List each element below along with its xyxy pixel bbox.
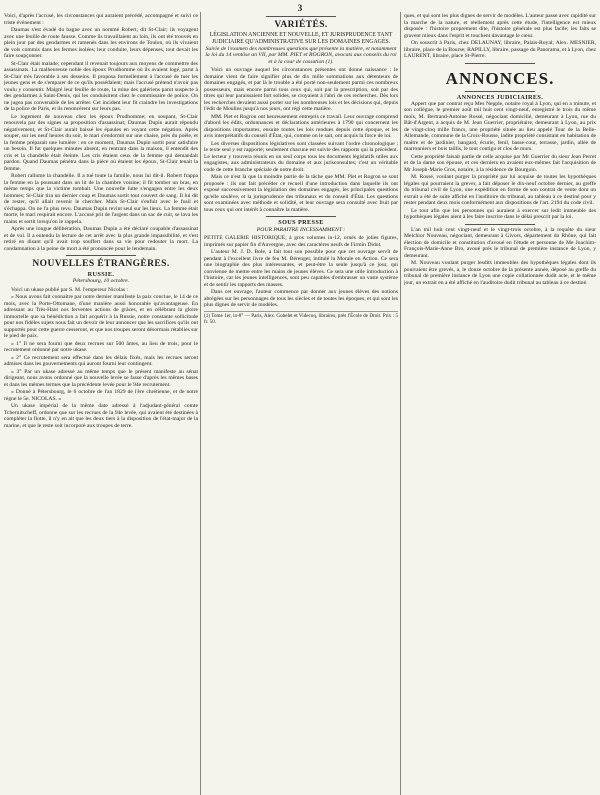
page-number: 3 — [297, 3, 303, 13]
paragraph: L'an mil huit cent vingt-neuf et le vingt-trois octobre, à la requête du sieur Melchior Nouveau, négociant, demeurant à Givors, département du Rhône, qui fait élection de domicile et constitution d'avoué en l'étude et personne de Me Joachim-François-Marie-Anne Bro, avoué près le tribunal de première instance de Lyon, y demeurant. — [404, 226, 596, 259]
nouvelles-place: RUSSIE. — [87, 271, 115, 278]
paragraph: Le tout afin que les personnes qui auraient à exercer sur ledit immeuble des hypothèques légales aient à les faire inscrire dans le délai prescrit par la loi. — [404, 207, 596, 221]
section-divider — [465, 91, 535, 92]
varietes-subtitle: Suivie de l'examen des nombreuses questions que présente la matière, et notamment la loi du 14 ventôse an VII, par MM. PIET et ROGRON, avocats aux conseils du roi et à la cour de cassation (1). — [205, 45, 397, 65]
section-divider — [266, 216, 336, 217]
column-1 — [4, 13, 198, 795]
paragraph: Après une longue délibération, Daumas Dupin a été déclaré coupable d'assassinat et de vol. Il a entendu la lecture de cet arrêt avec la plus grande impassibilité, et s'est retiré en disant qu'il avait trop souffert dans sa vie pour redouter la mort. La condamnation à la peine de mort a été prononcée pour le lendemain. — [4, 226, 198, 252]
pour-paraitre-heading: POUR PARAITRE INCESSAMMENT : — [256, 226, 346, 233]
paragraph: Le logement de nouveau chez les époux Prudhomme; en soupant, St-Clair renouvela par des signes sa proposition d'assassinat; Daumas Dupin aurait répondu négativement, et St-Clair aurait baissé les épaules en voyant cette négation. Après souper, sur les neuf heures du soir, le mari s'endormit sur une chaise, près du poêle, et la femme préparait une lumière : en ce moment, Daumas Dupin sortit pour satisfaire un besoin. Il fut quelques minutes absent; en rentrant dans la maison, il entendit des cris et la chandelle était éteinte. Les cris étaient ceux de la femme qui demandait pardon. Quand Daumas pénétra dans la pièce où étaient les époux, St-Clair tenait la femme. — [4, 113, 198, 172]
paragraph: L'auteur M. J. D. Bole, a fait tout son possible pour que cet ouvrage servît de pendant à l'excellent livre de feu M. Bérenger, intitulé la Morale en Action. Ce sera une biographie des plus intéressantes, et peut-être la seule jusqu'à ce jour, qui convienne de mettre entre les mains de jeunes élèves. Ce sera une utile introduction à l'histoire, car les jeunes intelligences, sont peu capables d'embrasser un vaste système et de sentir les rapports des masses. — [204, 249, 398, 288]
paragraph: M. Nouveau voulant purger lesdits immeubles des hypothèques légales dont ils pourraient être grevés, a, le douze octobre de la présente année, déposé au greffe du tribunal de première instance de Lyon une copie collationnée dudit acte, et le même jour, un extrait en a été affiché en l'auditoire dudit tribunal au tableau à ce destiné. — [404, 260, 596, 286]
section-divider — [266, 16, 336, 17]
paragraph: « 1° Il ne sera fourni que deux recrues sur 500 âmes, au lieu de trois, pour le recrutement ordonné par notre ukase. — [4, 340, 198, 354]
paragraph: ques, et qui sont les plus dignes de servir de modèles. L'auteur passe avec rapidité sur la marche de la nature, et réellement après cette étude, l'intelligence est mieux disposée : l'histoire proprement dite, l'histoire générale est plus facile; les faits se gravent mieux dans l'esprit et touchent davantage le cœur. — [404, 13, 596, 39]
column-divider — [200, 12, 201, 795]
nouvelles-dateline: Pétersbourg, 10 octobre. — [72, 278, 130, 285]
annonces-judiciaires-heading: ANNONCES JUDICIAIRES. — [456, 93, 544, 101]
paragraph: « 3° Par un ukase adressé au même temps que le présent manifeste au sénat dirigeant, nous avons ordonné que la nouvelle levée se fasse d'après les mêmes bases et dans les mêmes termes que la précédente levée pour le 94e recrutement. — [4, 368, 198, 388]
paragraph: PETITE GALERIE HISTORIQUE, à gros volumes in-12, ornés de jolies figures, imprimés sur papier fin d'Auvergne, avec des caractères neufs de Firmin Didot. — [204, 235, 398, 248]
paragraph: Cette propriété faisait partie de celle acquise par Mr Guerrier du sieur Jean Perret et de la dame son épouse, et ces derniers en avaient eux-mêmes fait l'acquisition de Mr Joseph-Marie Gros, notaire, à la résidence de Bourgoin. — [404, 153, 596, 173]
varietes-heading: VARIÉTÉS. — [274, 20, 328, 30]
column-2 — [204, 13, 398, 795]
paragraph: On souscrit à Paris, chez DELAUNAY, libraire, Palais-Royal; Alex. MESNIER, libraire, place de la Bourse; RAPILLY, libraire, passage du Panorama, et à Lyon, chez LAURENT, libraire, place St-Pierre. — [404, 40, 596, 59]
nouvelles-heading: NOUVELLES ÉTRANGÈRES. — [32, 259, 170, 269]
column-3 — [404, 13, 596, 795]
section-divider — [66, 255, 136, 256]
section-divider — [465, 63, 535, 64]
varietes-subheading: LÉGISLATION ANCIENNE ET NOUVELLE, ET JURISPRUDENCE TANT JUDICIAIRE QU'ADMINISTRATIVE SUR LES DOMAINES ENGAGÉS. — [209, 32, 393, 45]
paragraph: « 2° Ce recrutement sera effectué dans les délais fixés, mais les recrues seront admises dans les gouvernements qui auront fourni leur contingent. — [4, 354, 198, 368]
paragraph: Les diverses dispositions législatives sont classées suivant l'ordre chronologique ; le texte seul y est rapporté; seulement chacune est suivie des rapports qui la précèdent. Le lecteur y trouvera réunis en un seul corps tous les documents législatifs utiles aux engagistes, aux administrateurs du domaine et aux jurisconsultes; c'est un véritable code de cette branche spéciale de notre droit. — [204, 140, 398, 173]
sous-presse-heading: SOUS PRESSE — [278, 219, 324, 227]
paragraph: Un ukase impérial de la même date adressé à l'adjudant-général comte Tchernitscheff, ordonne que sur les recrues de la 94e levée, qui avaient été destinées à compléter la flotte, il n'y en ait que les deux tiers à la disposition de l'état-major de la marine, et que le reste soit incorporé aux troupes de terre. — [4, 403, 198, 429]
section-divider — [465, 224, 535, 225]
footnote: (1) Tome 1er, in-8° — Paris, Alex. Gobelet et Videcoq, libraires, près l'École de Droit. Prix : 5 fr. 50. — [204, 312, 398, 325]
annonces-heading: ANNONCES. — [445, 68, 555, 88]
paragraph: M. Rossé, voulant purger la propriété par lui acquise de toutes les hypothèques légales qui pourraient la grever, a fait déposer le dix-neuf octobre dernier, au greffe du tribunal civil de Lyon, une expédition en forme de son contrat de vente dont un extrait a été de suite affiché en l'auditoire du tribunal, au tableau à ce destiné pour y rester pendant deux mois conformément aux dispositions de l'art. 2194 du code civil. — [404, 174, 596, 207]
column-divider — [400, 12, 401, 795]
paragraph: Voici, d'après l'accusé, les circonstances qui auraient précédé, accompagné et suivi ce triste événement : — [4, 13, 198, 26]
paragraph: Robert rallume la chandelle. Il a tué toute la famille, nous lui dit-il. Robert frappa la femme en la poussant dans un lit de la chambre voisine; il fit tomber un bras, en même temps que la victime tombait. Une nouvelle lutte s'engagea entre les deux hommes; St-Clair tira un dernier coup et Daumas sortit tout couvert de sang. Il lui dit de rester, qu'il allait revenir le chercher. Mais St-Clair s'enfuit avec le fusil et s'échappa. On ne l'a plus revu. Daumas Dupin revint seul sur les lieux. La femme était morte, le mari respirait encore. L'accusé prit de l'argent dans un sac de cuir, se lava les mains et sortit lorsqu'on le rappela. — [4, 173, 198, 225]
paragraph: « Donné à Pétersbourg, le 6 octobre de l'an 1829 de l'ère chrétienne, et de notre règne le 5e. NICOLAS. » — [4, 389, 198, 402]
paragraph: Dans cet ouvrage, l'auteur commence par donner aux jeunes élèves des notions abrégées sur les personnages de tous les siècles et de toutes les époques, et qui sont les plus dignes de servir de modèles. — [204, 289, 398, 308]
paragraph: MM. Piet et Rogron ont heureusement entrepris ce travail. Leur ouvrage comprend d'abord les édits, ordonnances et déclarations antérieures à 1790 qui concernent les dispositions importantes, ensuite toutes les lois rendues depuis cette époque, et les avis interprétatifs du conseil d'État, qui, comme on le sait, ont acquis la force de loi. — [204, 113, 398, 140]
paragraph: Voici un ukase publié par S. M. l'empereur Nicolas : — [11, 286, 128, 293]
paragraph: Daumas s'est évadé du bagne avec un nommé Robert, dit St-Clair; ils voyagent avec une feuille de route fausse. Comme ils travaillaient au loin, ils ont été trouvés en plein jour par des gendarmes et ramenés dans les environs de Toulon, où ils vivaient de vols commis dans les fermes isolées; leur conduite, leurs dépenses, tout devait les faire soupçonner. — [4, 27, 198, 59]
paragraph: Voici un ouvrage auquel les circonstances présentes ont donné naissance : le domaine vient de faire signifier plus de dix mille sommations aux détenteurs de domaines engagés, et par là le trouble a été porté non-seulement parmi ces nombreux possesseurs, mais encore parmi tous ceux qui, soit par la prescription, soit par des titres qui leur paraissaient fort solides, se croyaient à l'abri de ces recherches. Dès lors les recherches devaient aussi porter sur les nombreuses lois et les décisions qui, depuis l'édit de Moulins jusqu'à nos jours, ont régi cette matière. — [204, 67, 398, 113]
paragraph: Mais ce n'est là que la moindre partie de la tâche que MM. Piet et Rogron se sont proposée : ils ont fait précéder ce recueil d'une introduction dans laquelle ils ont exposé successivement la législation des domaines engagés, les principales questions qu'elle soulève, et la jurisprudence des tribunaux et du conseil d'État. Les questions sont examinées avec méthode et solidité, et leur ouvrage sera consulté avec fruit par tous ceux qui ont intérêt à connaître la matière. — [204, 174, 398, 213]
paragraph: Appert que par contrat reçu Mes Nepple, notaire royal à Lyon, qui en a minute, et son collègue, le premier août mil huit cent vingt-neuf, enregistré le trois du même mois, M. Bertrand-Antoine Rossé, négociant domicilié, demeurant à Lyon, rue du Bât-d'Argent, a acquis de M. Jean Guerrier, propriétaire, demeurant à Lyon, au prix de vingt-cinq mille francs, une propriété située au lieu appelé Tour de la Belle-Allemande, commune de la Croix-Rousse, ladite propriété consistant en habitation de maître et de jardinier, hangard, écurie, fenil, basse-cour, terrasse, jardin, allée de marronniers et bois taillis, le tout contigu et clos de murs. — [404, 100, 596, 153]
paragraph: « Nous avons fait connaître par notre dernier manifeste la paix conclue, le 14 de ce mois, avec la Porte-Ottomane, d'une manière aussi honorable qu'avantageuse. En adressant au Très-Haut nos ferventes actions de grâces, et en célébrant la gloire immortelle que sa bénédiction a fait acquérir à la Russie, notre constante sollicitude pour nos fidèles sujets nous fait un devoir de leur annoncer que les sacrifices qu'ils ont supportés pour cette guerre cesseront, et que nos troupes seront désormais rétablies sur le pied de paix. — [4, 294, 198, 340]
paragraph: St-Clair était malade; cependant il revenait toujours aux moyens de commettre des assassinats. La malheureuse noble des époux Prudhomme où ils avaient logé, parut à St-Clair très favorable à ses desseins. Il proposa formellement à l'accusé de tuer les jeunes gens et de s'emparer de ce qu'ils possédaient; mais l'accusé prétend n'avoir pas voulu y consentir. Malgré leur feuille de route, la mine des galériens parut suspecte à des gendarmes à Saint-Denis, qui les conduisirent chez le commissaire de police. On ne jugea pas convenable de les arrêter. Cet incident leur fit craindre les investigations de la police de Paris, et ils renoncèrent sur leurs pas. — [4, 60, 198, 112]
